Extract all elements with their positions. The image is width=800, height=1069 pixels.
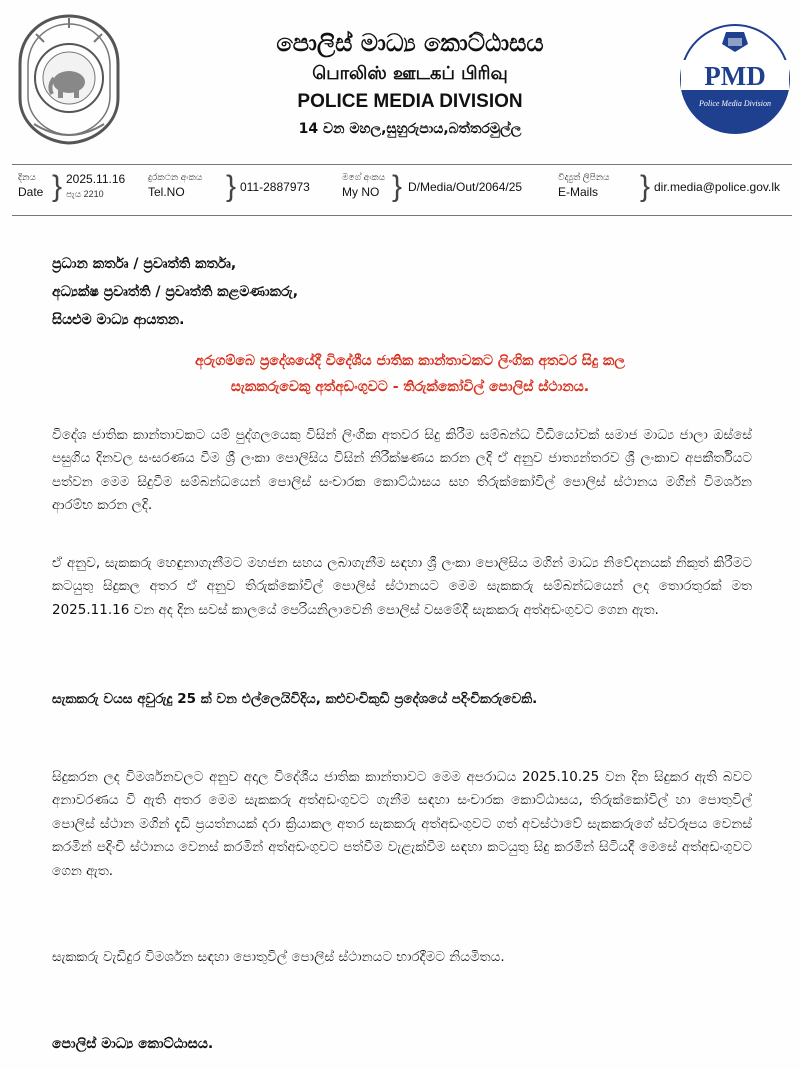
tel-value: 011-2887973 (240, 180, 310, 194)
press-release-headline: අරුගම්බෙ ප්‍රදේශයේදී විදේශීය ජාතික කාන්තාවකට ලිංගික අතවර සිදු කල සැකකරුවෙකු අත්අඩංගුවට - තිරුක්කෝවිල් පොලිස් ස්ථානය. (195, 353, 625, 395)
office-address: 14 වන මහල,සුහුරුපාය,බත්තරමුල්ල (298, 121, 522, 137)
title-english: POLICE MEDIA DIVISION (297, 91, 523, 112)
body-paragraph-4: සිදුකරන ලද විමර්ශනවලට අනුව අදාල විදේශීය ජාතික කාන්තාවට මෙම අපරාධය 2025.10.25 වන දින සිදුකර ඇති බවට අනාවරණය වී ඇති අතර මෙම සැකකරු අත්අඩංගුවට ගැනීම සඳහා සංචාරක කොට්ඨාසය, තිරුක්කෝවිල් හා පොතුවිල් පොලිස් ස්ථාන මගින් දැඩි ප්‍රයත්නයක් දරා ක්‍රියාකල අතර සැකකරු අත්අඩංගුවට ගත් අවස්ථාවේ සැකකරුගේ ස්වරූපය වෙනස් කරමින් පදිංචි ස්ථානය වෙනස් කරමින් අත්අඩංගුවට පත්වීම වැළැක්වීම සඳහා කටයුතු සිදු කරමින් සිටියදී මෙසේ අත්අඩංගුවට ගෙන ඇත. (52, 769, 752, 879)
pmd-logo-icon (678, 22, 792, 136)
brace-divider: } (52, 170, 63, 203)
addressee-block (52, 250, 572, 334)
title-sinhala: පොලිස් මාධ්‍ය කොට්ඨාසය (276, 29, 544, 57)
my-no-label: මගේ අංකය My NO (342, 172, 386, 199)
my-no-value: D/Media/Out/2064/25 (408, 180, 523, 194)
email-value: dir.media@police.gov.lk (654, 180, 781, 194)
reference-info-row (12, 164, 792, 216)
body-paragraph-3: සැකකරු වයස අවුරුදු 25 ක් වන එල්ලෙයිවිදිය, කළුවංචිකුඩි ප්‍රදේශයේ පදිංචිකරුවෙකි. (52, 691, 538, 707)
pmd-logo-text: PMD (704, 61, 766, 91)
brace-divider: } (392, 170, 403, 203)
email-label: විද්‍යුත් ලිපිනය E-Mails (558, 172, 610, 199)
addressee-line: අධ්‍යක්ෂ ප්‍රවෘත්ති / ප්‍රවෘත්ති කළමණාකරු, (52, 284, 299, 300)
body-paragraph-2: ඒ අනුව, සැකකරු හෙඳුනාගැනීමට මහජන සහය ලබාගැනීම සඳහා ශ්‍රී ලංකා පොලිසිය මගින් මාධ්‍ය නිවේදනයක් නිකුත් කිරීමට කටයුතු සිදුකල අතර ඒ අනුව තිරුක්කෝවිල් පොලිස් ස්ථානයට මෙම සැකකරු සම්බන්ධයෙන් ලද තොරතුරක් මත 2025.11.16 වන අද දින සවස් කාලයේ පෙරියනිලාවෙනි පොලිස් වසමේදී සැකකරු අත්අඩංගුවට ගෙන ඇත. (52, 555, 752, 618)
body-paragraph-5: සැකකරු වැඩිදුර විමර්ශන සඳහා පොතුවිල් පොලිස් ස්ථානයට භාරදීමට නියමිතය. (52, 949, 505, 965)
signature-line: පොලිස් මාධ්‍ය කොට්ඨාසය. (52, 1036, 214, 1052)
date-value: 2025.11.16 පැය 2210 (66, 172, 126, 199)
addressee-line: සියළුම මාධ්‍ය ආයතන. (52, 312, 185, 328)
addressee-line: ප්‍රධාන කර්තෘ / ප්‍රවෘත්ති කර්තෘ, (52, 256, 237, 272)
date-label: දිනය Date (18, 172, 44, 199)
title-tamil: பொலிஸ் ஊடகப் பிரிவு (312, 63, 508, 84)
sri-lanka-police-emblem-icon (14, 12, 124, 147)
tel-label: දුරකථන අංකය Tel.NO (148, 172, 203, 199)
letterhead-title-block (160, 26, 660, 142)
brace-divider: } (640, 170, 651, 203)
brace-divider: } (226, 170, 237, 203)
pmd-logo-subtext: Police Media Division (699, 99, 771, 108)
body-paragraph-1: විදේශ ජාතික කාන්තාවකට යම් පුද්ගලයෙකු විසින් ලිංගික අතවර සිදු කිරීම සම්බන්ධ වීඩියෝවක් සමාජ මාධ්‍ය ජාලා ඔස්සේ පසුගිය දිනවල සංසරණය වීම ශ්‍රී ලංකා පොලිසිය විසින් නිරීක්ෂණය කරන ලදි ඒ අනුව ජාත්‍යන්තරව ශ්‍රී ලංකාව අපකීර්තියට පත්වන මෙම සිදුවීම සම්බන්ධයෙන් පොලිස් සංචාරක කොට්ඨාසය සහ තිරුක්කෝවිල් පොලිස් ස්ථානය මගින් විමර්ශන ආරම්භ කරන ලදි. (52, 427, 752, 514)
